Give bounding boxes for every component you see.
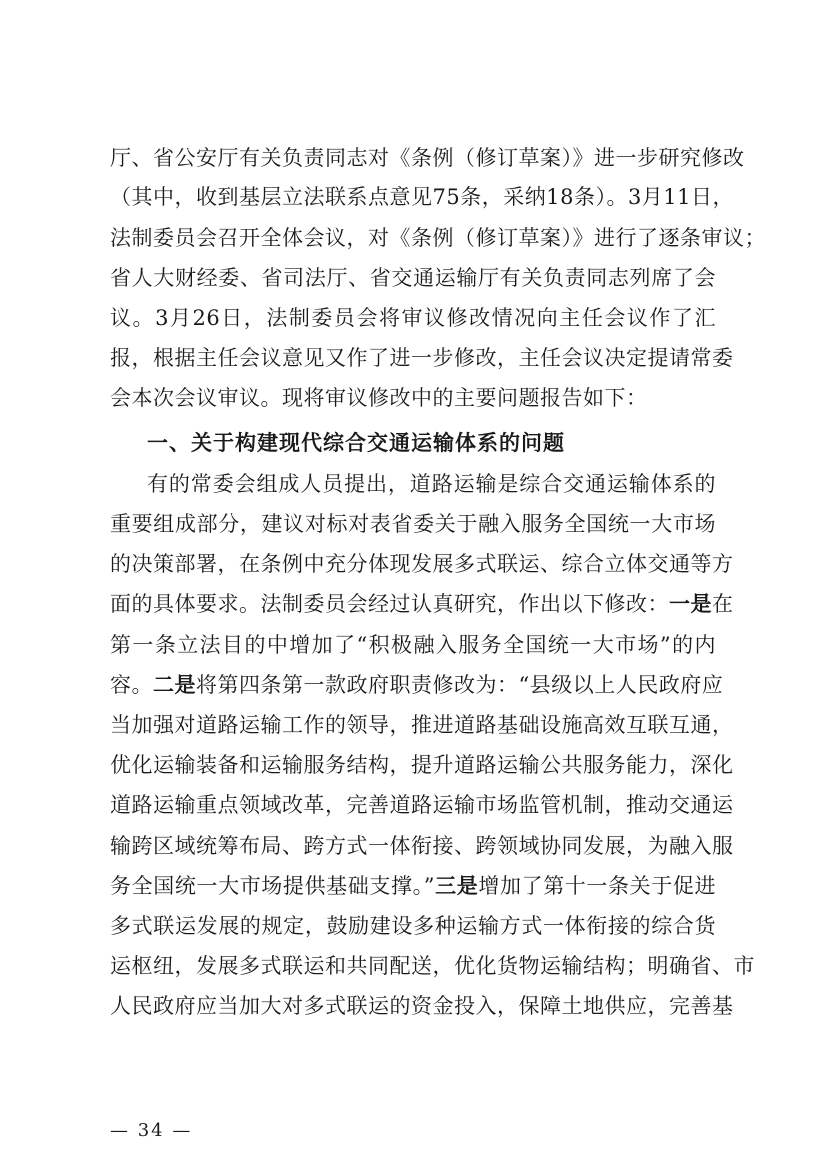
- emphasis-text: 二是: [153, 673, 196, 697]
- text-line: 输跨区域统筹布局、跨方式一体衔接、跨领域协同发展，为融入服: [110, 834, 734, 858]
- text-line: 优化运输装备和运输服务结构，提升道路运输公共服务能力，深化: [110, 753, 734, 777]
- section-heading: 一、关于构建现代综合交通运输体系的问题: [147, 431, 565, 455]
- text-line: 有的常委会组成人员提出，道路运输是综合交通运输体系的: [147, 472, 716, 496]
- text-line: 的决策部署，在条例中充分体现发展多式联运、综合立体交通等方: [110, 552, 734, 576]
- text-line: 重要组成部分，建议对标对表省委关于融入服务全国统一大市场: [110, 512, 716, 536]
- text-span: 在: [712, 592, 734, 616]
- text-line: [110, 588, 734, 618]
- text-span: 增加了第十一条关于促进: [478, 874, 717, 898]
- text-line: 议。3月26日，法制委员会将审议修改情况向主任会议作了汇: [110, 306, 716, 330]
- text-line: 报，根据主任会议意见又作了进一步修改，主任会议决定提请常委: [110, 346, 734, 370]
- text-line: 多式联运发展的规定，鼓励建设多种运输方式一体衔接的综合货: [110, 914, 716, 938]
- text-line: 厅、省公安厅有关负责同志对《条例（修订草案）》进一步研究修改: [110, 146, 745, 170]
- text-span: 将第四条第一款政府职责修改为：“县级以上人民政府应: [196, 673, 724, 697]
- text-line: 人民政府应当加大对多式联运的资金投入，保障土地供应，完善基: [110, 994, 734, 1018]
- text-line: 当加强对道路运输工作的领导，推进道路基础设施高效互联互通，: [110, 713, 734, 737]
- text-span: 容。: [110, 673, 153, 697]
- emphasis-text: 一是: [669, 592, 712, 616]
- text-line: [110, 870, 716, 900]
- text-line: 法制委员会召开全体会议，对《条例（修订草案）》进行了逐条审议；: [110, 226, 766, 250]
- text-span: 务全国统一大市场提供基础支撑。”: [110, 874, 435, 898]
- text-line: 道路运输重点领域改革，完善道路运输市场监管机制，推动交通运: [110, 793, 734, 817]
- page-number: — 34 —: [110, 1120, 193, 1141]
- text-span: 面的具体要求。法制委员会经过认真研究，作出以下修改：: [110, 592, 669, 616]
- text-line: 省人大财经委、省司法厅、省交通运输厅有关负责同志列席了会: [110, 266, 716, 290]
- text-line: [110, 669, 724, 699]
- emphasis-text: 三是: [434, 874, 479, 898]
- text-line: 会本次会议审议。现将审议修改中的主要问题报告如下：: [110, 386, 648, 410]
- text-line: （其中，收到基层立法联系点意见75条，采纳18条）。3月11日，: [110, 185, 735, 209]
- text-line: 第一条立法目的中增加了“积极融入服务全国统一大市场”的内: [110, 633, 716, 657]
- text-line: 运枢纽，发展多式联运和共同配送，优化货物运输结构；明确省、市: [110, 954, 755, 978]
